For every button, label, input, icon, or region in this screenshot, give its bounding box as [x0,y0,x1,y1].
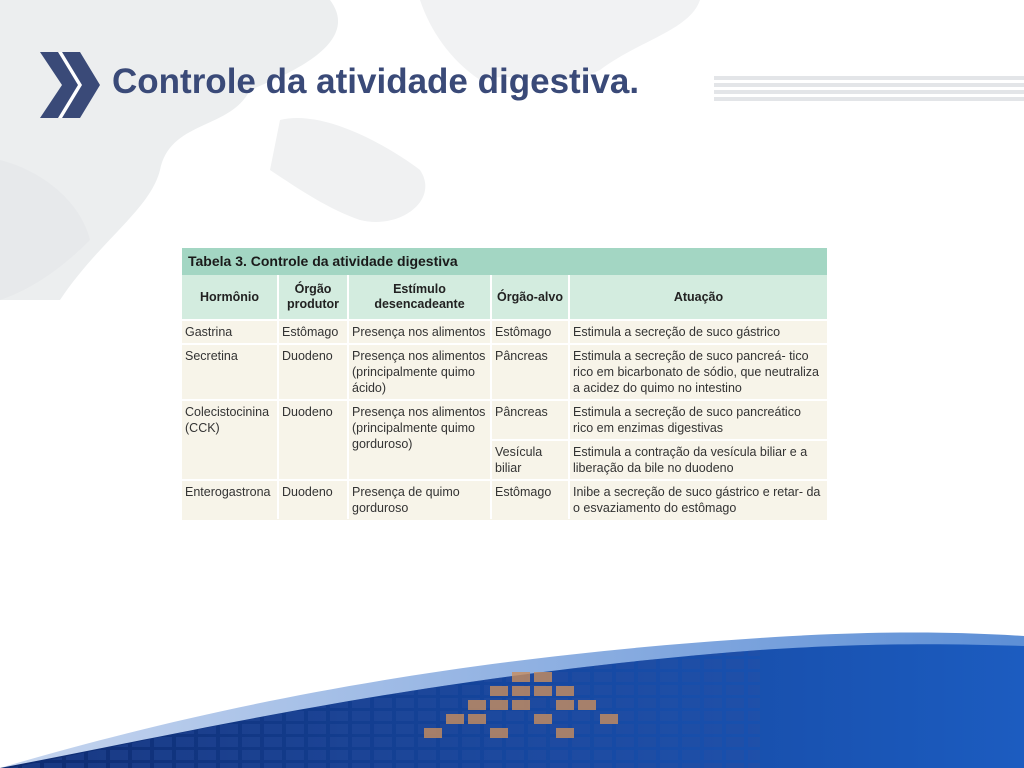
slide-title: Controle da atividade digestiva. [112,62,640,101]
cell-stimulus: Presença nos alimentos [348,320,491,344]
table-row [182,400,827,440]
column-header: Órgão-alvo [491,275,569,320]
cell-producer-organ: Duodeno [278,344,348,400]
cell-action: Estimula a secreção de suco gástrico [569,320,827,344]
cell-action: Estimula a secreção de suco pancreático rico em enzimas digestivas [569,400,827,440]
cell-hormone: Enterogastrona [182,480,278,519]
cell-target-organ: Estômago [491,480,569,519]
cell-hormone: Secretina [182,344,278,400]
data-table [182,275,827,519]
cell-target-organ: Pâncreas [491,344,569,400]
cell-action: Estimula a secreção de suco pancreá- tico rico em bicarbonato de sódio, que neutraliza a acidez do quimo no intestino [569,344,827,400]
column-header: Estímulo desencadeante [348,275,491,320]
title-decoration-stripes [714,76,1024,106]
cell-target-organ: Estômago [491,320,569,344]
digestive-control-table [182,248,827,520]
table-header-row [182,275,827,320]
bottom-wave-decoration [0,620,1024,768]
cell-producer-organ: Estômago [278,320,348,344]
cell-hormone: Gastrina [182,320,278,344]
cell-stimulus: Presença de quimo gorduroso [348,480,491,519]
cell-producer-organ: Duodeno [278,400,348,480]
cell-stimulus: Presença nos alimentos (principalmente quimo ácido) [348,344,491,400]
cell-stimulus: Presença nos alimentos (principalmente quimo gorduroso) [348,400,491,480]
column-header: Hormônio [182,275,278,320]
table-row [182,344,827,400]
cell-target-organ: Pâncreas [491,400,569,440]
cell-target-organ: Vesícula biliar [491,440,569,480]
table-row [182,480,827,519]
cell-action: Inibe a secreção de suco gástrico e retar- da o esvaziamento do estômago [569,480,827,519]
column-header: Órgão produtor [278,275,348,320]
cell-hormone: Colecistocinina (CCK) [182,400,278,480]
table-row [182,320,827,344]
column-header: Atuação [569,275,827,320]
double-chevron-right-icon [38,50,102,120]
cell-producer-organ: Duodeno [278,480,348,519]
table-caption: Tabela 3. Controle da atividade digestiva [182,248,827,275]
cell-action: Estimula a contração da vesícula biliar e a liberação da bile no duodeno [569,440,827,480]
